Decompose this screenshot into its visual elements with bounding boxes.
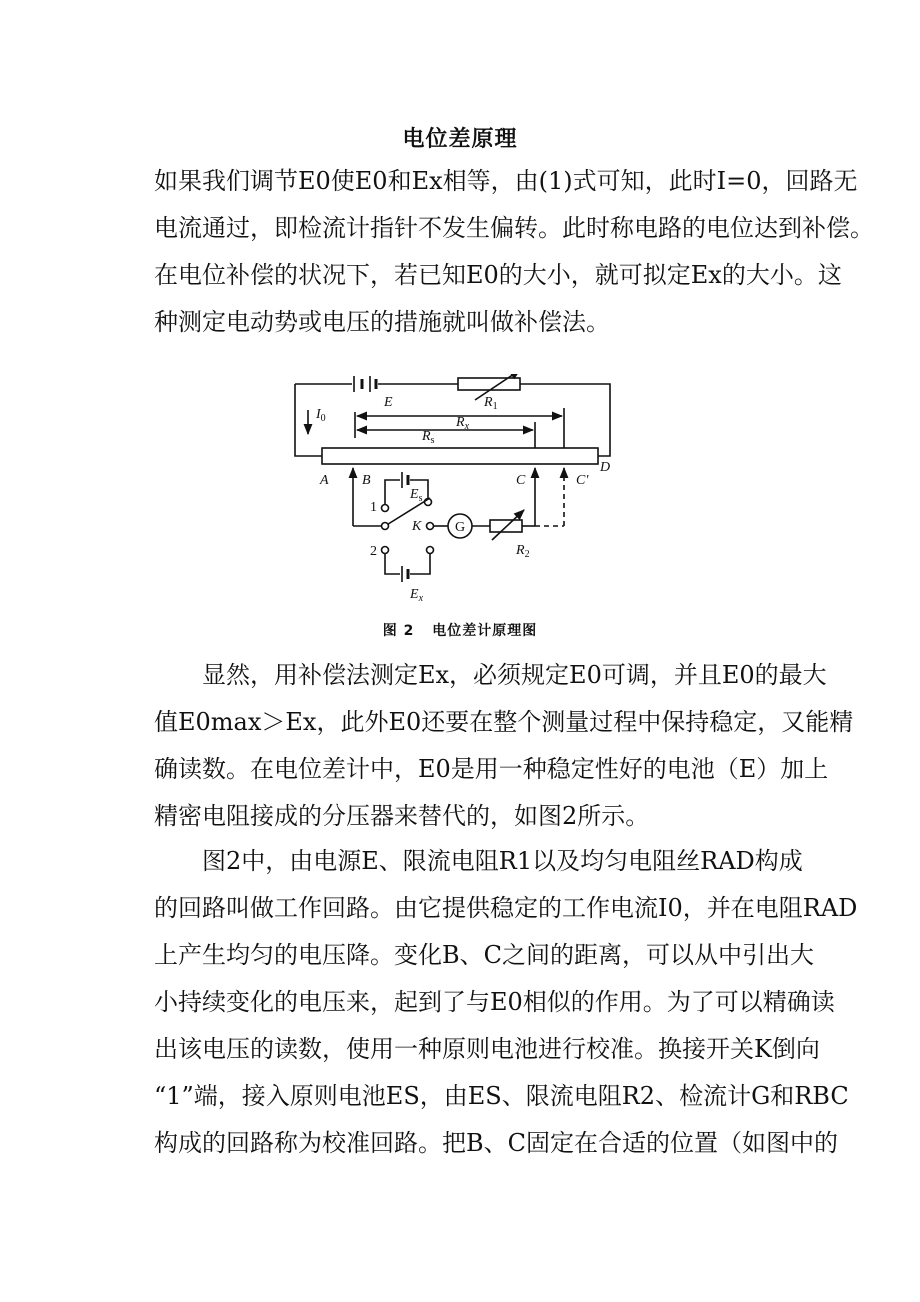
text-line: 出该电压的读数，使用一种原则电池进行校准。换接开关K倒向 [154, 1035, 820, 1063]
label-Ex: E [410, 587, 419, 602]
label-Es: E [410, 487, 419, 502]
label-Rs-sub: s [430, 435, 435, 446]
label-E: E [384, 395, 393, 410]
label-Es-sub: s [418, 493, 423, 504]
label-1: 1 [370, 500, 377, 515]
svg-text:Rs [421, 429, 435, 446]
label-R1: R [484, 395, 493, 410]
svg-text:I0 [315, 407, 326, 424]
label-Rx: R [456, 415, 465, 430]
label-R2-sub: 2 [524, 549, 530, 560]
svg-text:Ex [409, 587, 424, 604]
label-R2: R [516, 543, 525, 558]
circuit-diagram [280, 374, 640, 614]
label-D: D [600, 460, 611, 475]
label-I0-sub: 0 [320, 413, 326, 424]
text-line: 确读数。在电位差计中，E0是用一种稳定性好的电池（E）加上 [154, 755, 829, 783]
svg-text:Rx [455, 415, 470, 432]
page-title: 电位差原理 [402, 126, 518, 152]
caption-number: 图 2 [382, 623, 415, 639]
paragraph-1 [154, 158, 874, 346]
label-I0: I [316, 407, 321, 422]
caption-text: 电位差计原理图 [432, 623, 538, 639]
svg-text:R2 [515, 543, 530, 560]
label-C-prime: C′ [576, 473, 589, 488]
label-Rs: R [422, 429, 431, 444]
text-line: 图2中，由电源E、限流电阻R1以及均匀电阻丝RAD构成 [202, 847, 803, 875]
text-line: 在电位补偿的状况下，若已知E0的大小，就可拟定Ex的大小。这 [154, 261, 842, 289]
figure-caption [0, 620, 920, 640]
svg-text:Es [409, 487, 423, 504]
text-line: 电流通过，即检流计指针不发生偏转。此时称电路的电位达到补偿。 [154, 214, 874, 242]
text-line: 精密电阻接成的分压器来替代的，如图2所示。 [154, 802, 650, 830]
label-K: K [412, 519, 422, 534]
label-B: B [362, 473, 371, 488]
svg-text:R1 [483, 395, 498, 412]
text-line: 显然，用补偿法测定Ex，必须规定E0可调，并且E0的最大 [202, 661, 827, 689]
text-line: 构成的回路称为校准回路。把B、C固定在合适的位置（如图中的 [154, 1129, 838, 1157]
text-line: 如果我们调节E0使E0和Ex相等，由(1)式可知，此时I=0，回路无 [154, 167, 858, 195]
text-line: 上产生均匀的电压降。变化B、C之间的距离，可以从中引出大 [154, 941, 814, 969]
label-G: G [455, 520, 466, 535]
label-2: 2 [370, 544, 377, 559]
label-Rx-sub: x [464, 421, 470, 432]
label-A: A [320, 473, 329, 488]
text-line: 种测定电动势或电压的措施就叫做补偿法。 [154, 308, 610, 336]
text-line: 小持续变化的电压来，起到了与E0相似的作用。为了可以精确读 [154, 988, 835, 1016]
text-line: “1”端，接入原则电池ES，由ES、限流电阻R2、检流计G和RBC [154, 1082, 849, 1110]
paragraph-3 [154, 838, 858, 1167]
text-line: 的回路叫做工作回路。由它提供稳定的工作电流I0，并在电阻RAD [154, 894, 858, 922]
label-Ex-sub: x [418, 593, 424, 604]
label-C: C [516, 473, 526, 488]
text-line: 值E0max＞Ex，此外E0还要在整个测量过程中保持稳定，又能精 [154, 708, 854, 736]
label-R1-sub: 1 [492, 401, 498, 412]
paragraph-2 [154, 652, 854, 840]
